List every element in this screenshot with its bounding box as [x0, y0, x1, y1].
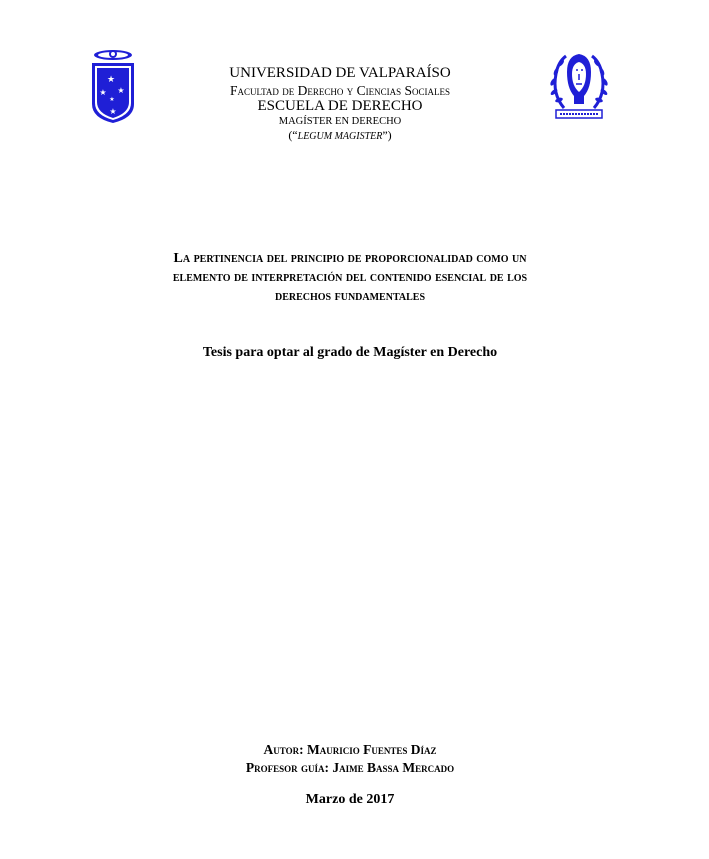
program-name: MAGÍSTER EN DERECHO [278, 115, 402, 127]
thesis-title-line: derechos fundamentales [275, 289, 425, 304]
thesis-date: Marzo de 2017 [305, 792, 395, 807]
svg-text:★: ★ [117, 86, 125, 95]
university-shield-logo [88, 46, 138, 126]
thesis-title-line: elemento de interpretación del contenido esencial de los [172, 270, 528, 285]
program-latin-name: (“LEGUM MAGISTER”) [288, 128, 392, 142]
thesis-credits [60, 741, 640, 777]
svg-text:★: ★ [106, 74, 116, 84]
faculty-seal-logo [548, 48, 610, 122]
university-name: UNIVERSIDAD DE VALPARAÍSO [229, 65, 451, 81]
institution-header [140, 66, 540, 142]
svg-text:★: ★ [109, 97, 115, 103]
svg-text:★: ★ [109, 107, 117, 116]
author-line: Autor: Mauricio Fuentes Díaz [263, 742, 437, 757]
advisor-line: Profesor guía: Jaime Bassa Mercado [245, 760, 455, 775]
school-name: ESCUELA DE DERECHO [257, 97, 423, 114]
thesis-title [60, 249, 640, 306]
thesis-title-line: La pertinencia del principio de proporcionalidad como un [173, 251, 527, 266]
thesis-subtitle: Tesis para optar al grado de Magíster en Derecho [202, 345, 498, 360]
svg-text:★: ★ [99, 88, 107, 97]
faculty-name: Facultad de Derecho y Ciencias Sociales [229, 83, 451, 98]
